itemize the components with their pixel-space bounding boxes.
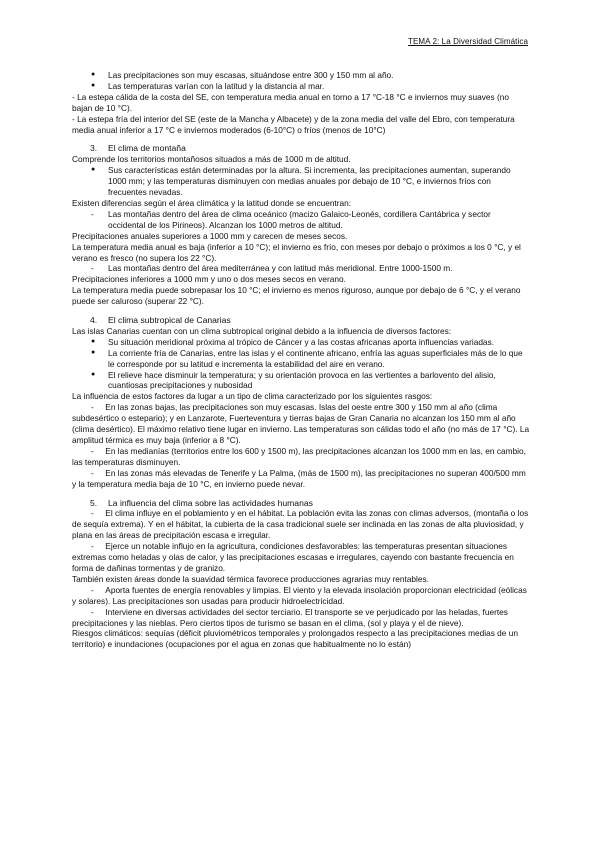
bullet-icon: ● <box>91 166 96 174</box>
paragraph: - La estepa cálida de la costa del SE, con temperatura media anual en torno a 17 °C-18 °C e inviernos muy suaves (no bajan de 10 °C). <box>72 91 509 113</box>
paragraph: Precipitaciones anuales superiores a 1000 mm y carecen de meses secos. <box>72 230 348 241</box>
paragraph: También existen áreas donde la suavidad térmica favorece producciones agrarias muy rentables. <box>72 573 429 584</box>
list-item: - Las montañas dentro del área mediterránea y con latitud más meridional. Entre 1000-1500 m. <box>91 263 453 274</box>
list-item: ● La corriente fría de Canarias, entre las islas y el continente africano, enfría las aguas superficiales más de lo que le corresponde por su latitud e incrementa la estabilidad del aire en verano. <box>91 347 523 369</box>
section-heading: 4. El clima subtropical de Canarias <box>90 315 231 326</box>
bullet-icon: ● <box>91 337 96 345</box>
paragraph: - La estepa fría del interior del SE (este de la Mancha y Albacete) y de la zona media del valle del Ebro, con temperatura media anual inferior a 17 °C e inviernos moderados (6-10°C) o fríos (menos de 10°C) <box>72 113 515 135</box>
paragraph: Precipitaciones inferiores a 1000 mm y uno o dos meses secos en verano. <box>72 274 346 285</box>
paragraph: La influencia de estos factores da lugar a un tipo de clima caracterizado por los siguientes rasgos: <box>72 391 433 402</box>
dash-marker: - <box>91 606 106 617</box>
paragraph: - En las medianías (territorios entre los 600 y 1500 m), las precipitaciones alcanzan los 1000 mm en las, en cambio, las temperaturas disminuyen. <box>72 445 526 467</box>
bullet-icon: ● <box>91 348 96 356</box>
list-item: ● Sus características están determinadas por la altura. Si incrementa, las precipitaciones aumentan, superando 1000 mm; y las temperaturas disminuyen con medias anuales por debajo de 10 °C, e inviernos fríos con frecuentes nevadas. <box>91 165 511 198</box>
paragraph: La temperatura media anual es baja (inferior a 10 °C); el invierno es frío, con meses por debajo o próximos a los 0 °C, y el verano es fresco (no supera los 22 °C). <box>72 241 521 263</box>
paragraph: - Interviene en diversas actividades del sector terciario. El transporte se ve perjudicado por las heladas, fuertes precipitaciones y las nieblas. Pero ciertos tipos de turismo se basan en el clima, (sol y playa y el de nieve). <box>72 606 508 628</box>
list-item: - Las montañas dentro del área de clima oceánico (macizo Galaico-Leonés, cordillera Cantábrica y sector occidental de los Pirineos). Alcanzan los 1000 metros de altitud. <box>91 208 491 230</box>
list-item: ● Las temperaturas varían con la latitud y la distancia al mar. <box>91 80 325 91</box>
paragraph: - Ejerce un notable influjo en la agricultura, condiciones desfavorables: las temperaturas presentan situaciones extremas como heladas y olas de calor, y las precipitaciones escasas e irregulares, cayendo con bastante frecuencia en forma de dañinas tormentas y de granizo. <box>72 541 514 573</box>
list-item: ● Su situación meridional próxima al trópico de Cáncer y a las costas africanas aporta influencias variadas. <box>91 336 494 347</box>
bullet-icon: ● <box>91 370 96 378</box>
section-heading: 3. El clima de montaña <box>90 143 186 154</box>
dash-marker: - <box>91 541 106 552</box>
dash-marker: - <box>91 263 94 274</box>
page-header: TEMA 2: La Diversidad Climática <box>407 37 528 46</box>
dash-marker: - <box>91 508 106 519</box>
list-item: ● Las precipitaciones son muy escasas, situándose entre 300 y 150 mm al año. <box>91 70 394 80</box>
paragraph: Las islas Canarias cuentan con un clima subtropical original debido a la influencia de diversos factores: <box>72 325 452 336</box>
paragraph: La temperatura media puede sobrepasar los 10 °C; el invierno es menos riguroso, aunque por debajo de 6 °C, y el verano puede ser caluroso (superar 22 °C). <box>72 285 521 307</box>
dash-marker: - <box>91 584 106 595</box>
bullet-icon: ● <box>91 81 96 89</box>
paragraph: Existen diferencias según el área climática y la latitud donde se encuentran: <box>72 197 352 208</box>
document-body <box>72 70 530 650</box>
paragraph: - El clima influye en el poblamiento y en el hábitat. La población evita las zonas con climas adversos, (montaña o los de sequía extrema). Y en el hábitat, la cubierta de la casa tradicional suele ser inclinada en las zonas de alta pluviosidad, y plana en las áreas de precipitación escasa e irregular. <box>72 508 529 541</box>
section-heading: 5. La influencia del clima sobre las actividades humanas <box>90 497 313 508</box>
paragraph: Riesgos climáticos: sequías (déficit pluviométricos temporales y prolongados respecto a las precipitaciones medias de un territorio) e inundaciones (ocupaciones por el agua en zonas que habitualmente no lo están) <box>72 628 518 650</box>
dash-marker: - <box>91 467 106 478</box>
paragraph: - En las zonas más elevadas de Tenerife y La Palma, (más de 1500 m), las precipitaciones no superan 400/500 mm y la temperatura media baja de 10 °C, en invierno puede nevar. <box>72 467 526 489</box>
dash-marker: - <box>91 445 106 456</box>
dash-marker: - <box>91 208 94 219</box>
list-item: ● El relieve hace disminuir la temperatura; y su orientación provoca en las vertientes a barlovento del alisio, cuantiosas precipitaciones y nubosidad <box>91 369 496 391</box>
paragraph: Comprende los territorios montañosos situados a más de 1000 m de altitud. <box>72 154 351 165</box>
paragraph: - Aporta fuentes de energía renovables y limpias. El viento y la elevada insolación proporcionan electricidad (eólicas y solares). Las precipitaciones son usadas para producir hidroelectricidad. <box>72 584 527 606</box>
paragraph: - En las zonas bajas, las precipitaciones son muy escasas. Islas del oeste entre 300 y 150 mm al año (clima subdesértico o estepario); y en Lanzarote, Fuerteventura y tierras bajas de Gran Canaria no alcanzan los 150 mm al año (clima desértico). El máximo relativo tiene lugar en invierno. Las temperaturas son cálidas todo el año (no más de 17 °C). La amplitud térmica es muy baja (inferior a 8 °C). <box>72 402 530 445</box>
dash-marker: - <box>91 402 106 413</box>
bullet-icon: ● <box>91 71 96 78</box>
